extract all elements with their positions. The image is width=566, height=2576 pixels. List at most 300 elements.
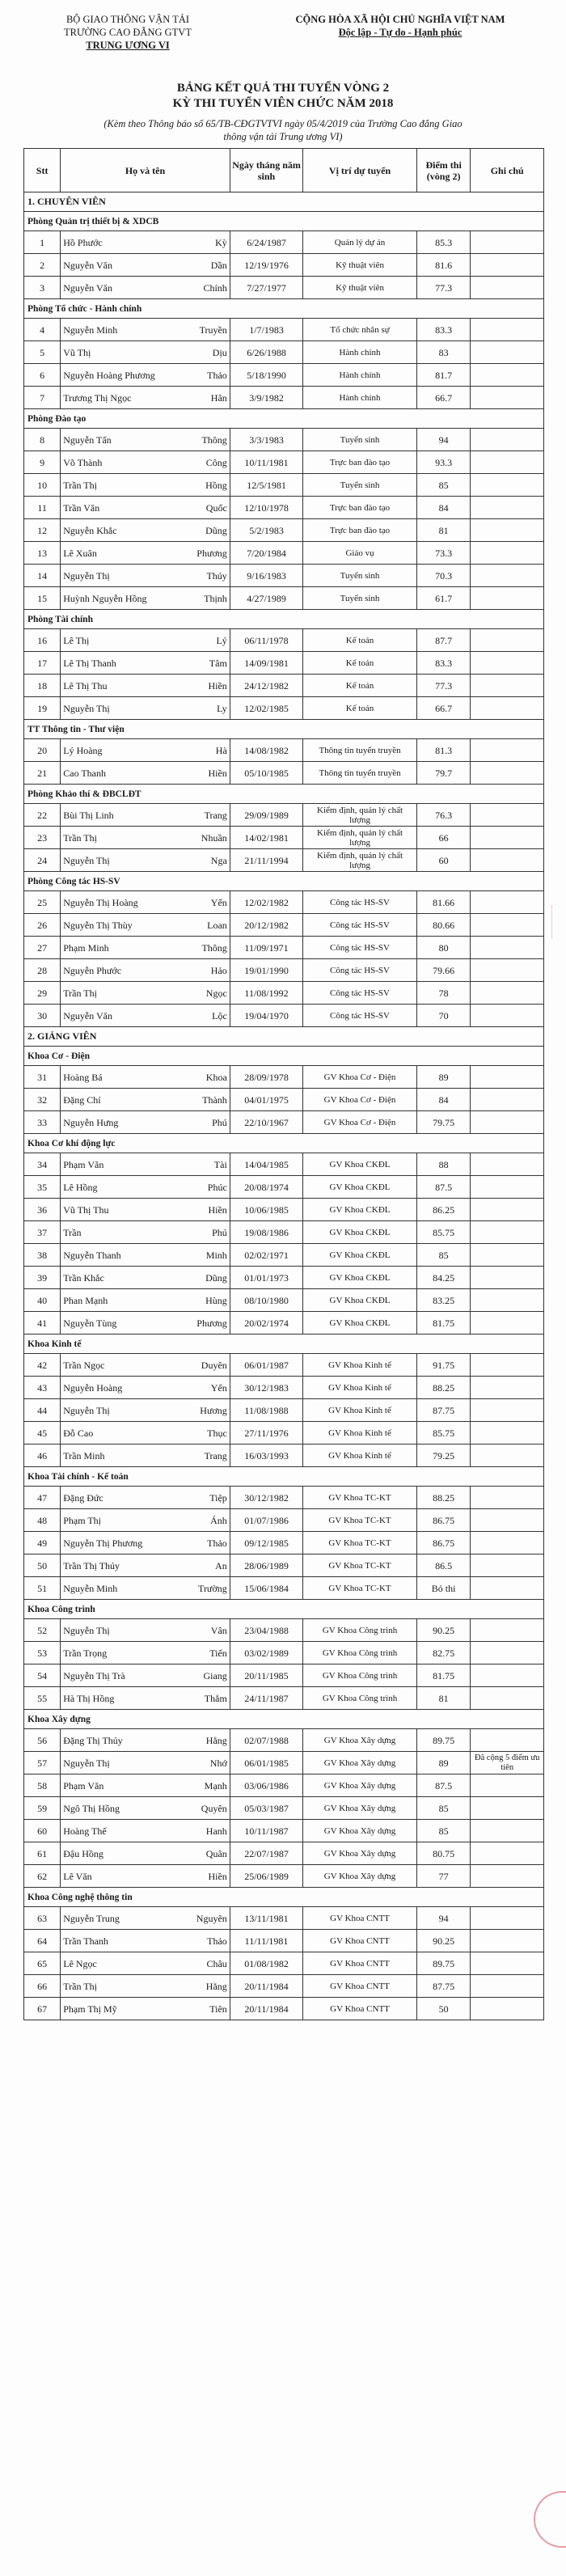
cell-score: 79.7	[416, 762, 471, 785]
cell-stt: 49	[24, 1532, 61, 1554]
table-row	[24, 804, 544, 827]
cell-position: Tuyển sinh	[303, 429, 417, 451]
cell-dob: 20/12/1982	[230, 914, 302, 937]
cell-given-name: Dũng	[174, 519, 230, 542]
cell-given-name: An	[174, 1554, 230, 1577]
table-row	[24, 1797, 544, 1820]
cell-stt: 27	[24, 937, 61, 959]
cell-family-name: Phạm Văn	[61, 1774, 175, 1797]
cell-stt: 51	[24, 1577, 61, 1600]
cell-note	[471, 1399, 544, 1422]
table-row	[24, 1752, 544, 1774]
table-row	[24, 451, 544, 474]
cell-given-name: Tiệp	[174, 1487, 230, 1509]
cell-family-name: Nguyễn Minh	[61, 1577, 175, 1600]
cell-given-name: Nhuần	[174, 827, 230, 849]
cell-score: 66.7	[416, 387, 471, 409]
cell-dob: 12/10/1978	[230, 497, 302, 519]
cell-score: 86.25	[416, 1199, 471, 1221]
cell-family-name: Trần Thị Thúy	[61, 1554, 175, 1577]
cell-dob: 01/07/1986	[230, 1509, 302, 1532]
cell-position: GV Khoa Kinh tế	[303, 1377, 417, 1399]
cell-given-name: Hồng	[174, 474, 230, 497]
cell-position: GV Khoa CKĐL	[303, 1199, 417, 1221]
cell-position: Tuyển sinh	[303, 565, 417, 587]
table-row	[24, 629, 544, 652]
cell-score: 88	[416, 1153, 471, 1176]
cell-note	[471, 277, 544, 299]
cell-note	[471, 1377, 544, 1399]
cell-note	[471, 1487, 544, 1509]
cell-stt: 34	[24, 1153, 61, 1176]
department-heading: Khoa Tài chính - Kế toán	[24, 1467, 544, 1487]
cell-family-name: Trần Thị	[61, 1975, 175, 1998]
cell-dob: 13/11/1981	[230, 1907, 302, 1930]
cell-note	[471, 1554, 544, 1577]
cell-position: Tổ chức nhân sự	[303, 319, 417, 341]
col-dob: Ngày tháng năm sinh	[230, 149, 302, 192]
cell-position: GV Khoa CKĐL	[303, 1267, 417, 1289]
cell-score: 89.75	[416, 1729, 471, 1752]
document-title	[0, 81, 566, 112]
cell-given-name: Hiền	[174, 762, 230, 785]
cell-given-name: Thắm	[174, 1687, 230, 1710]
table-row	[24, 849, 544, 872]
cell-position: Công tác HS-SV	[303, 914, 417, 937]
cell-stt: 15	[24, 587, 61, 610]
cell-score: 85	[416, 474, 471, 497]
cell-dob: 7/20/1984	[230, 542, 302, 565]
cell-note	[471, 254, 544, 277]
cell-stt: 16	[24, 629, 61, 652]
cell-position: Kiểm định, quản lý chất lượng	[303, 804, 417, 827]
cell-dob: 02/07/1988	[230, 1729, 302, 1752]
results-table	[23, 148, 544, 2020]
cell-position: GV Khoa Kinh tế	[303, 1354, 417, 1377]
cell-given-name: Hân	[174, 387, 230, 409]
table-row	[24, 1907, 544, 1930]
cell-score: 70	[416, 1005, 471, 1027]
cell-note	[471, 1005, 544, 1027]
cell-position: GV Khoa CKĐL	[303, 1221, 417, 1244]
cell-score: 83.25	[416, 1289, 471, 1312]
cell-note	[471, 629, 544, 652]
cell-dob: 12/02/1982	[230, 891, 302, 914]
col-stt: Stt	[24, 149, 61, 192]
cell-family-name: Hà Thị Hồng	[61, 1687, 175, 1710]
cell-note	[471, 519, 544, 542]
cell-position: GV Khoa CKĐL	[303, 1176, 417, 1199]
cell-position: Trực ban đào tạo	[303, 497, 417, 519]
cell-family-name: Lê Thị Thanh	[61, 652, 175, 675]
cell-score: 81	[416, 1687, 471, 1710]
cell-family-name: Trần Khắc	[61, 1267, 175, 1289]
cell-dob: 30/12/1982	[230, 1487, 302, 1509]
cell-score: 66	[416, 827, 471, 849]
cell-dob: 03/02/1989	[230, 1642, 302, 1664]
cell-note	[471, 1354, 544, 1377]
cell-stt: 43	[24, 1377, 61, 1399]
table-row	[24, 1774, 544, 1797]
cell-dob: 28/09/1978	[230, 1066, 302, 1089]
cell-score: 60	[416, 849, 471, 872]
cell-stt: 10	[24, 474, 61, 497]
cell-stt: 38	[24, 1244, 61, 1267]
cell-family-name: Nguyễn Tùng	[61, 1312, 175, 1335]
cell-stt: 48	[24, 1509, 61, 1532]
table-row	[24, 387, 544, 409]
cell-given-name: Giang	[174, 1664, 230, 1687]
cell-position: GV Khoa Xây dựng	[303, 1752, 417, 1774]
cell-family-name: Vũ Thị Thu	[61, 1199, 175, 1221]
cell-score: 81.66	[416, 891, 471, 914]
department-heading: Phòng Quản trị thiết bị & XDCB	[24, 212, 544, 231]
cell-score: 82.75	[416, 1642, 471, 1664]
department-heading: Phòng Tổ chức - Hành chính	[24, 299, 544, 319]
cell-given-name: Dần	[174, 254, 230, 277]
cell-given-name: Trường	[174, 1577, 230, 1600]
table-row	[24, 565, 544, 587]
table-row	[24, 319, 544, 341]
cell-stt: 31	[24, 1066, 61, 1089]
cell-score: 85.3	[416, 231, 471, 254]
cell-given-name: Thành	[174, 1089, 230, 1111]
cell-position: GV Khoa Cơ - Điện	[303, 1066, 417, 1089]
cell-stt: 21	[24, 762, 61, 785]
cell-given-name: Trang	[174, 1445, 230, 1467]
department-heading-row	[24, 299, 544, 319]
cell-dob: 09/12/1985	[230, 1532, 302, 1554]
department-heading-row	[24, 1888, 544, 1907]
cell-given-name: Hằng	[174, 1975, 230, 1998]
cell-stt: 28	[24, 959, 61, 982]
table-row	[24, 1111, 544, 1134]
department-heading: Phòng Khảo thí & ĐBCLĐT	[24, 785, 544, 804]
cell-given-name: Hanh	[174, 1820, 230, 1842]
table-row	[24, 1865, 544, 1888]
table-row	[24, 1377, 544, 1399]
cell-dob: 1/7/1983	[230, 319, 302, 341]
cell-given-name: Quyên	[174, 1797, 230, 1820]
cell-position: GV Khoa Xây dựng	[303, 1774, 417, 1797]
cell-stt: 53	[24, 1642, 61, 1664]
cell-score: 70.3	[416, 565, 471, 587]
table-row	[24, 231, 544, 254]
cell-stt: 5	[24, 341, 61, 364]
cell-score: 80.66	[416, 914, 471, 937]
cell-score: 84.25	[416, 1267, 471, 1289]
cell-position: Kỹ thuật viên	[303, 277, 417, 299]
cell-score: 81.75	[416, 1312, 471, 1335]
cell-position: GV Khoa CNTT	[303, 1907, 417, 1930]
cell-dob: 06/01/1985	[230, 1752, 302, 1774]
cell-family-name: Nguyễn Thị Phương	[61, 1532, 175, 1554]
cell-dob: 5/2/1983	[230, 519, 302, 542]
cell-score: 85	[416, 1797, 471, 1820]
cell-score: 84	[416, 497, 471, 519]
cell-family-name: Vũ Thị	[61, 341, 175, 364]
cell-dob: 11/08/1988	[230, 1399, 302, 1422]
cell-stt: 45	[24, 1422, 61, 1445]
table-row	[24, 474, 544, 497]
cell-family-name: Đỗ Cao	[61, 1422, 175, 1445]
cell-stt: 40	[24, 1289, 61, 1312]
cell-position: GV Khoa Công trình	[303, 1687, 417, 1710]
cell-stt: 33	[24, 1111, 61, 1134]
cell-position: Thông tin tuyển truyền	[303, 762, 417, 785]
cell-given-name: Hiền	[174, 1865, 230, 1888]
cell-score: 81	[416, 519, 471, 542]
cell-family-name: Trần	[61, 1221, 175, 1244]
cell-position: Kiểm định, quản lý chất lượng	[303, 849, 417, 872]
col-name: Họ và tên	[61, 149, 230, 192]
title-line-1: BẢNG KẾT QUẢ THI TUYỂN VÒNG 2	[176, 82, 390, 95]
cell-dob: 9/16/1983	[230, 565, 302, 587]
cell-given-name: Thảo	[174, 1532, 230, 1554]
cell-dob: 14/04/1985	[230, 1153, 302, 1176]
cell-position: GV Khoa CNTT	[303, 1952, 417, 1975]
cell-family-name: Nguyễn Thị	[61, 1399, 175, 1422]
cell-given-name: Hà	[174, 739, 230, 762]
section-heading-row	[24, 192, 544, 212]
cell-note	[471, 804, 544, 827]
table-row	[24, 1199, 544, 1221]
cell-stt: 3	[24, 277, 61, 299]
cell-score: 80.75	[416, 1842, 471, 1865]
cell-given-name: Thảo	[174, 1930, 230, 1952]
national-motto: Độc lập - Tự do - Hạnh phúc	[338, 27, 463, 38]
cell-score: 85.75	[416, 1221, 471, 1244]
cell-position: GV Khoa CKĐL	[303, 1153, 417, 1176]
cell-note	[471, 1687, 544, 1710]
table-row	[24, 1445, 544, 1467]
cell-note	[471, 1619, 544, 1642]
cell-family-name: Đậu Hồng	[61, 1842, 175, 1865]
cell-note	[471, 341, 544, 364]
cell-position: GV Khoa Xây dựng	[303, 1820, 417, 1842]
table-row	[24, 341, 544, 364]
cell-score: 77.3	[416, 277, 471, 299]
cell-dob: 24/12/1982	[230, 675, 302, 697]
table-row	[24, 697, 544, 720]
cell-note	[471, 1445, 544, 1467]
table-row	[24, 1577, 544, 1600]
table-row	[24, 1642, 544, 1664]
cell-score: 89	[416, 1066, 471, 1089]
cell-family-name: Nguyễn Văn	[61, 1005, 175, 1027]
table-row	[24, 1820, 544, 1842]
department-heading-row	[24, 785, 544, 804]
cell-family-name: Lê Thị Thu	[61, 675, 175, 697]
cell-position: Giáo vụ	[303, 542, 417, 565]
cell-note	[471, 1975, 544, 1998]
cell-dob: 14/08/1982	[230, 739, 302, 762]
cell-position: Kế toán	[303, 652, 417, 675]
cell-score: 90.25	[416, 1619, 471, 1642]
cell-given-name: Quốc	[174, 497, 230, 519]
cell-stt: 8	[24, 429, 61, 451]
cell-position: GV Khoa Xây dựng	[303, 1865, 417, 1888]
cell-stt: 17	[24, 652, 61, 675]
cell-position: GV Khoa CKĐL	[303, 1289, 417, 1312]
department-heading: Khoa Xây dựng	[24, 1710, 544, 1729]
department-heading: Khoa Công trình	[24, 1600, 544, 1619]
cell-stt: 55	[24, 1687, 61, 1710]
cell-note	[471, 387, 544, 409]
cell-family-name: Phạm Thị Mỹ	[61, 1998, 175, 2020]
cell-score: 88.25	[416, 1377, 471, 1399]
cell-dob: 03/06/1986	[230, 1774, 302, 1797]
cell-position: GV Khoa CNTT	[303, 1998, 417, 2020]
cell-note	[471, 1865, 544, 1888]
cell-note	[471, 1952, 544, 1975]
table-row	[24, 1153, 544, 1176]
cell-stt: 50	[24, 1554, 61, 1577]
cell-note	[471, 1664, 544, 1687]
cell-dob: 15/06/1984	[230, 1577, 302, 1600]
cell-score: Bỏ thi	[416, 1577, 471, 1600]
cell-position: GV Khoa Công trình	[303, 1642, 417, 1664]
cell-family-name: Võ Thành	[61, 451, 175, 474]
cell-score: 66.7	[416, 697, 471, 720]
table-row	[24, 1267, 544, 1289]
cell-stt: 64	[24, 1930, 61, 1952]
cell-note	[471, 1221, 544, 1244]
cell-position: Hành chính	[303, 387, 417, 409]
table-row	[24, 519, 544, 542]
cell-family-name: Nguyễn Thị	[61, 697, 175, 720]
cell-note	[471, 451, 544, 474]
cell-note	[471, 1422, 544, 1445]
cell-note	[471, 891, 544, 914]
cell-score: 87.7	[416, 629, 471, 652]
cell-stt: 56	[24, 1729, 61, 1752]
table-row	[24, 1487, 544, 1509]
cell-position: GV Khoa Công trình	[303, 1619, 417, 1642]
cell-note	[471, 652, 544, 675]
table-row	[24, 762, 544, 785]
cell-position: Kiểm định, quản lý chất lượng	[303, 827, 417, 849]
cell-family-name: Đặng Đức	[61, 1487, 175, 1509]
cell-stt: 44	[24, 1399, 61, 1422]
cell-position: Hành chính	[303, 364, 417, 387]
cell-stt: 67	[24, 1998, 61, 2020]
margin-mark	[551, 906, 554, 938]
cell-family-name: Huỳnh Nguyễn Hồng	[61, 587, 175, 610]
cell-note	[471, 1532, 544, 1554]
cell-dob: 25/06/1989	[230, 1865, 302, 1888]
cell-dob: 11/11/1981	[230, 1930, 302, 1952]
cell-stt: 22	[24, 804, 61, 827]
table-row	[24, 1399, 544, 1422]
agency-line-2: TRƯỜNG CAO ĐẲNG GTVT	[64, 27, 192, 38]
cell-note	[471, 231, 544, 254]
cell-score: 80	[416, 937, 471, 959]
table-row	[24, 1354, 544, 1377]
cell-stt: 14	[24, 565, 61, 587]
cell-given-name: Dũng	[174, 1267, 230, 1289]
table-row	[24, 1554, 544, 1577]
department-heading-row	[24, 1467, 544, 1487]
cell-note	[471, 1998, 544, 2020]
cell-stt: 61	[24, 1842, 61, 1865]
cell-dob: 20/08/1974	[230, 1176, 302, 1199]
cell-score: 61.7	[416, 587, 471, 610]
department-heading-row	[24, 872, 544, 891]
cell-family-name: Hồ Phước	[61, 231, 175, 254]
cell-score: 79.66	[416, 959, 471, 982]
department-heading-row	[24, 212, 544, 231]
cell-family-name: Cao Thanh	[61, 762, 175, 785]
cell-stt: 39	[24, 1267, 61, 1289]
cell-note	[471, 914, 544, 937]
cell-dob: 6/24/1987	[230, 231, 302, 254]
cell-position: GV Khoa TC-KT	[303, 1487, 417, 1509]
red-seal-stamp	[534, 2491, 566, 2548]
cell-position: GV Khoa CNTT	[303, 1975, 417, 1998]
cell-note	[471, 1199, 544, 1221]
national-title: CỘNG HÒA XÃ HỘI CHỦ NGHĨA VIỆT NAM	[295, 14, 505, 25]
col-note: Ghi chú	[471, 149, 544, 192]
table-row	[24, 891, 544, 914]
cell-given-name: Khoa	[174, 1066, 230, 1089]
cell-dob: 05/10/1985	[230, 762, 302, 785]
cell-note	[471, 1729, 544, 1752]
cell-score: 83.3	[416, 319, 471, 341]
table-row	[24, 542, 544, 565]
cell-dob: 12/19/1976	[230, 254, 302, 277]
cell-stt: 23	[24, 827, 61, 849]
cell-dob: 06/01/1987	[230, 1354, 302, 1377]
cell-stt: 37	[24, 1221, 61, 1244]
cell-stt: 26	[24, 914, 61, 937]
cell-given-name: Hiền	[174, 1199, 230, 1221]
cell-given-name: Yến	[174, 891, 230, 914]
cell-position: GV Khoa CNTT	[303, 1930, 417, 1952]
department-heading: Phòng Công tác HS-SV	[24, 872, 544, 891]
table-row	[24, 1729, 544, 1752]
cell-stt: 62	[24, 1865, 61, 1888]
cell-stt: 2	[24, 254, 61, 277]
cell-position: GV Khoa TC-KT	[303, 1577, 417, 1600]
cell-dob: 28/06/1989	[230, 1554, 302, 1577]
cell-stt: 29	[24, 982, 61, 1005]
national-header	[243, 13, 558, 78]
cell-dob: 10/11/1981	[230, 451, 302, 474]
cell-position: GV Khoa Kinh tế	[303, 1399, 417, 1422]
department-heading-row	[24, 1047, 544, 1066]
cell-position: GV Khoa TC-KT	[303, 1554, 417, 1577]
cell-family-name: Lê Xuân	[61, 542, 175, 565]
cell-score: 81.6	[416, 254, 471, 277]
cell-dob: 10/11/1987	[230, 1820, 302, 1842]
cell-dob: 14/02/1981	[230, 827, 302, 849]
table-row	[24, 827, 544, 849]
cell-note	[471, 1176, 544, 1199]
cell-family-name: Đặng Chí	[61, 1089, 175, 1111]
cell-family-name: Phan Mạnh	[61, 1289, 175, 1312]
table-row	[24, 1509, 544, 1532]
cell-score: 50	[416, 1998, 471, 2020]
cell-given-name: Hằng	[174, 1729, 230, 1752]
cell-given-name: Vân	[174, 1619, 230, 1642]
cell-dob: 16/03/1993	[230, 1445, 302, 1467]
cell-family-name: Nguyễn Minh	[61, 319, 175, 341]
cell-family-name: Nguyễn Hoàng	[61, 1377, 175, 1399]
cell-note	[471, 937, 544, 959]
cell-position: Công tác HS-SV	[303, 1005, 417, 1027]
table-row	[24, 1066, 544, 1089]
